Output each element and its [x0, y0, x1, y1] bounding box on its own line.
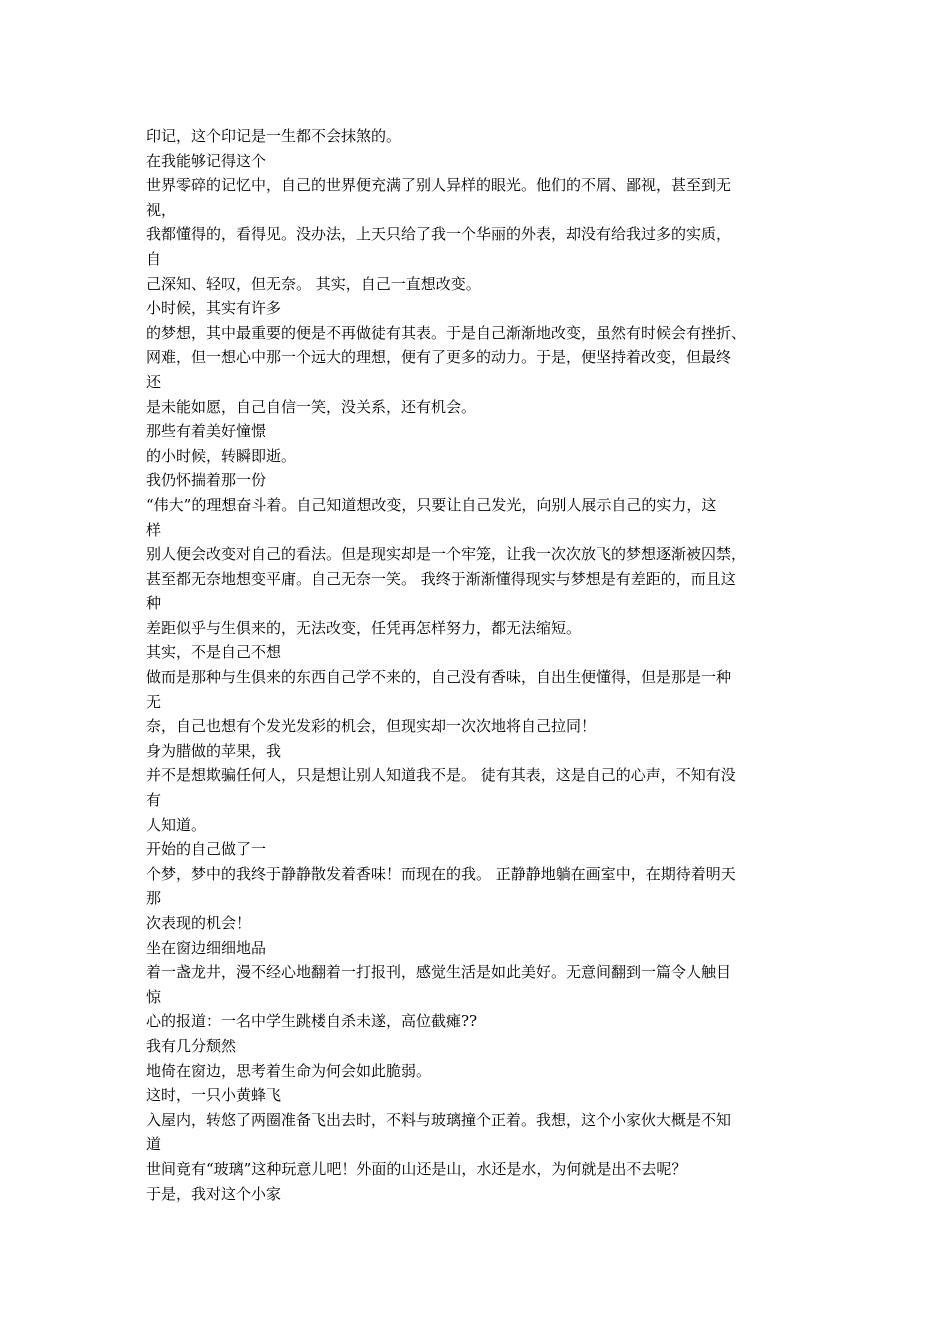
- text-line: 我都懂得的，看得见。没办法，上天只给了我一个华丽的外表，却没有给我过多的实质，: [146, 225, 732, 244]
- text-line: 有: [146, 791, 162, 810]
- text-line: 差距似乎与生俱来的，无法改变，任凭再怎样努力，都无法缩短。: [146, 618, 582, 637]
- body-text: [146, 124, 826, 1206]
- text-line: 甚至都无奈地想变平庸。自己无奈一笑。 我终于渐渐懂得现实与梦想是有差距的，而且这: [146, 569, 736, 588]
- text-line: 世界零碎的记忆中，自己的世界便充满了别人异样的眼光。他们的不屑、鄙视，甚至到无: [146, 176, 732, 195]
- text-line: 视，: [146, 200, 177, 219]
- text-line: 的梦想，其中最重要的便是不再做徒有其表。于是自己渐渐地改变，虽然有时候会有挫折、: [146, 323, 747, 342]
- text-line: 别人便会改变对自己的看法。但是现实却是一个牢笼，让我一次次放飞的梦想逐渐被囚禁，: [146, 545, 747, 564]
- text-line: 世间竟有“玻璃”这种玩意儿吧！外面的山还是山，水还是水，为何就是出不去呢？: [146, 1159, 687, 1178]
- text-line: 次表现的机会！: [146, 914, 252, 932]
- text-line: 开始的自己做了一: [146, 840, 267, 859]
- text-line: 道: [146, 1135, 162, 1154]
- text-line: 网难，但一想心中那一个远大的理想，便有了更多的动力。于是，便坚持着改变，但最终: [146, 348, 732, 367]
- text-line: 无: [146, 692, 162, 711]
- text-line: 于是，我对这个小家: [146, 1184, 282, 1203]
- text-line: 惊: [146, 987, 162, 1006]
- text-line: 身为腊做的苹果，我: [146, 741, 282, 760]
- text-line: 我有几分颓然: [146, 1036, 237, 1055]
- text-line: 其实，不是自己不想: [146, 643, 282, 662]
- text-line: 坐在窗边细细地品: [146, 938, 267, 957]
- text-line: 样: [146, 520, 162, 539]
- text-line: 那些有着美好憧憬: [146, 422, 267, 441]
- text-line: 印记，这个印记是一生都不会抹煞的。: [146, 127, 402, 145]
- text-line: 在我能够记得这个: [146, 151, 267, 170]
- text-line: 还: [146, 372, 162, 391]
- text-line: 并不是想欺骗任何人，只是想让别人知道我不是。 徒有其表，这是自己的心声，不知有没: [146, 766, 736, 785]
- text-line: 入屋内，转悠了两圈准备飞出去时，不料与玻璃撞个正着。我想，这个小家伙大概是不知: [146, 1110, 732, 1129]
- text-line: 是未能如愿，自己自信一笑，没关系，还有机会。: [146, 397, 477, 416]
- text-line: 我仍怀揣着那一份: [146, 471, 267, 490]
- text-line: 种: [146, 594, 162, 613]
- text-line: “伟大”的理想奋斗着。自己知道想改变，只要让自己发光，向别人展示自己的实力，这: [146, 495, 717, 514]
- text-line: 这时，一只小黄蜂飞: [146, 1086, 282, 1105]
- text-line: 那: [146, 889, 162, 908]
- text-line: 奈，自己也想有个发光发彩的机会，但现实却一次次地将自己拉同！: [146, 717, 597, 736]
- text-line: 的小时候，转瞬即逝。: [146, 446, 297, 465]
- text-line: 人知道。: [146, 815, 207, 834]
- text-line: 着一盏龙井，漫不经心地翻着一打报刊，感觉生活是如此美好。无意间翻到一篇令人触目: [146, 963, 732, 982]
- text-line: 己深知、轻叹，但无奈。 其实，自己一直想改变。: [146, 274, 481, 293]
- text-line: 个梦，梦中的我终于静静散发着香味！而现在的我。 正静静地躺在画室中，在期待着明天: [146, 864, 736, 883]
- text-line: 心的报道：一名中学生跳楼自杀未遂，高位截瘫??: [146, 1012, 478, 1031]
- text-line: 地倚在窗边，思考着生命为何会如此脆弱。: [146, 1061, 432, 1080]
- text-line: 小时候，其实有许多: [146, 299, 282, 318]
- text-line: 自: [146, 249, 162, 268]
- text-line: 做而是那种与生俱来的东西自己学不来的，自己没有香味，自出生便懂得，但是那是一种: [146, 668, 732, 687]
